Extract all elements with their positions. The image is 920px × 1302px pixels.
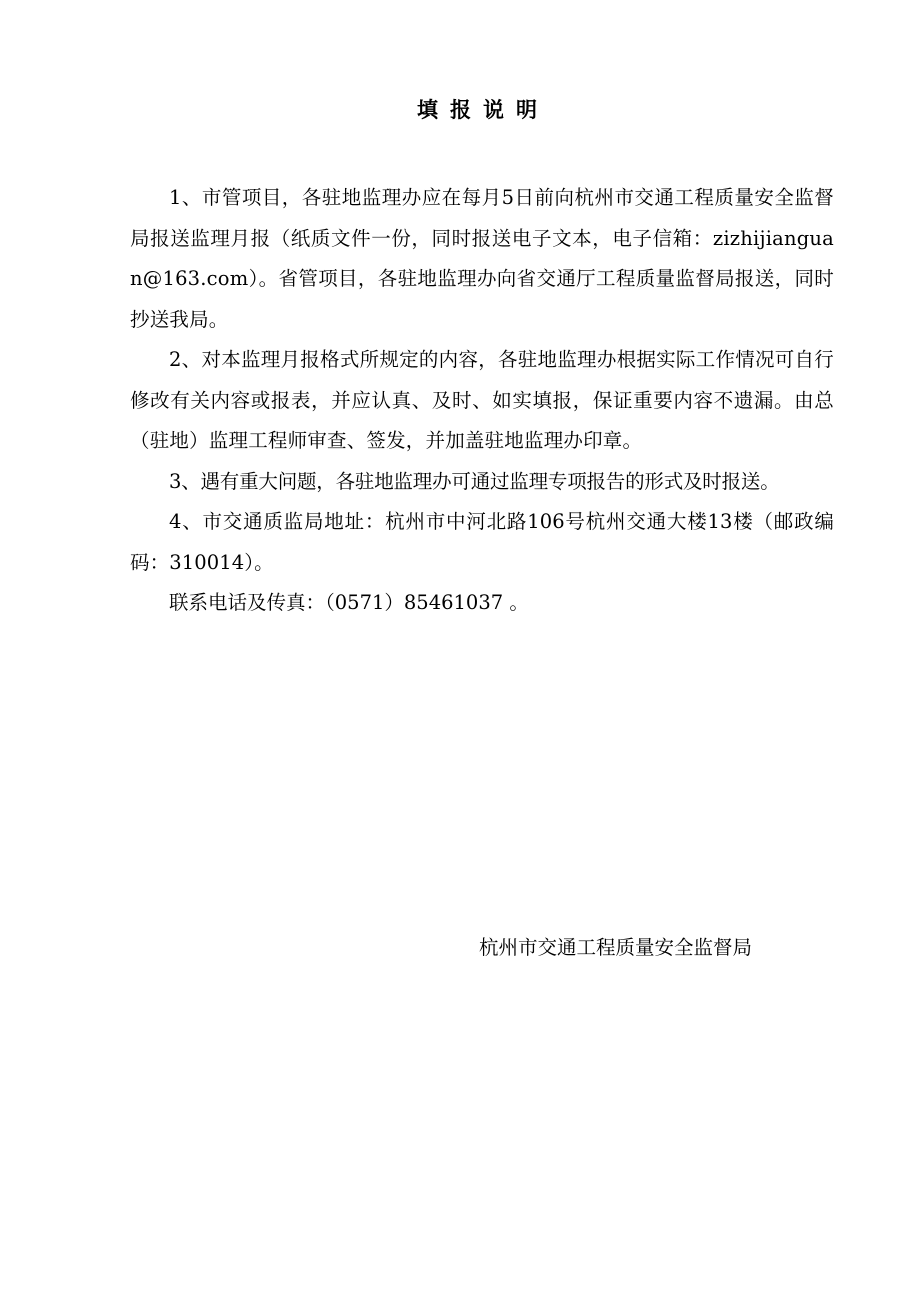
page-title: 填报说明 [417,97,549,122]
instruction-item-3: 3、遇有重大问题，各驻地监理办可通过监理专项报告的形式及时报送。 [169,469,780,493]
contact-line: 联系电话及传真：（0571）85461037 。 [169,591,529,614]
instruction-item-4: 4、市交通质监局地址：杭州市中河北路106号杭州交通大楼13楼（邮政编码：310014）。 [130,510,834,574]
instructions-body [130,178,834,624]
issuing-authority: 杭州市交通工程质量安全监督局 [479,936,753,959]
instruction-item-2: 2、对本监理月报格式所规定的内容，各驻地监理办根据实际工作情况可自行修改有关内容或报表，并应认真、及时、如实填报，保证重要内容不遗漏。由总（驻地）监理工程师审查、签发，并加盖驻地监理办印章。 [130,348,834,452]
instruction-item-1: 1、市管项目，各驻地监理办应在每月5日前向杭州市交通工程质量安全监督局报送监理月报（纸质文件一份，同时报送电子文本，电子信箱：zizhijianguan@163.com）。省管项目，各驻地监理办向省交通厅工程质量监督局报送，同时抄送我局。 [130,186,834,331]
